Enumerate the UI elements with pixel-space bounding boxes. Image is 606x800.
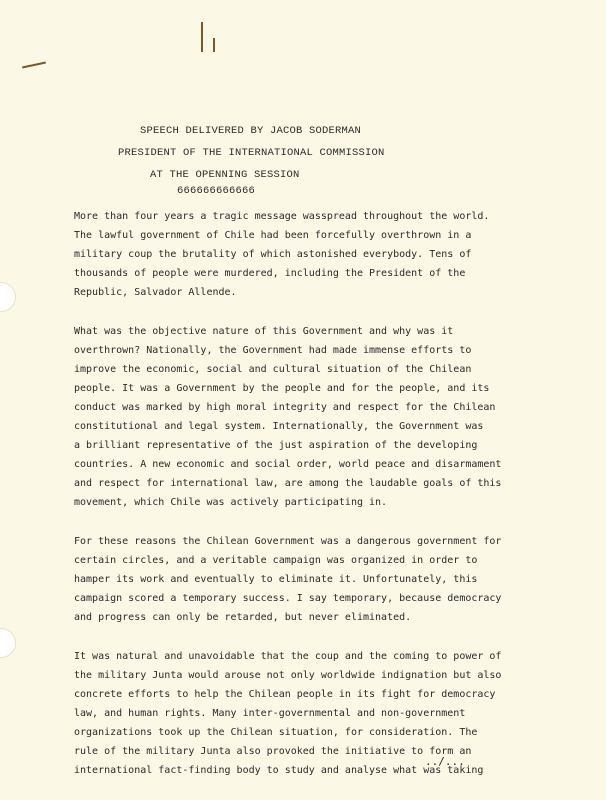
text-line: certain circles, and a veritable campaign was organized in order to: [74, 555, 478, 566]
heading-line: PRESIDENT OF THE INTERNATIONAL COMMISSION: [118, 147, 385, 159]
text-line: improve the economic, social and cultural situation of the Chilean: [74, 364, 472, 375]
text-line: international fact-finding body to study and analyse what was taking: [74, 765, 484, 776]
text-line: people. It was a Government by the people and for the people, and its: [74, 383, 490, 394]
text-line: Republic, Salvador Allende.: [74, 287, 237, 298]
text-line: law, and human rights. Many inter-governmental and non-government: [74, 708, 466, 719]
heading-line: 666666666666: [177, 185, 256, 197]
binder-hole-top: [0, 282, 16, 312]
text-line: More than four years a tragic message wasspread throughout the world.: [74, 211, 490, 222]
text-line: hamper its work and eventually to eliminate it. Unfortunately, this: [74, 574, 478, 585]
text-line: the military Junta would arouse not only worldwide indignation but also: [74, 670, 502, 681]
pen-mark-1: [201, 22, 203, 52]
paragraph: [74, 322, 524, 512]
text-line: constitutional and legal system. Internationally, the Government was: [74, 421, 484, 432]
pen-mark-3: [22, 62, 46, 69]
pen-mark-2: [213, 38, 215, 52]
text-line: It was natural and unavoidable that the coup and the coming to power of: [74, 651, 502, 662]
binder-hole-bottom: [0, 628, 16, 658]
text-line: and progress can only be retarded, but never eliminated.: [74, 612, 412, 623]
paragraph: [74, 207, 524, 302]
text-line: thousands of people were murdered, including the President of the: [74, 268, 466, 279]
text-line: conduct was marked by high moral integrity and respect for the Chilean: [74, 402, 496, 413]
paragraph: [74, 532, 524, 627]
text-line: concrete efforts to help the Chilean people in its fight for democracy: [74, 689, 496, 700]
text-line: and respect for international law, are among the laudable goals of this: [74, 478, 502, 489]
text-line: movement, which Chile was actively participating in.: [74, 497, 388, 508]
text-line: The lawful government of Chile had been forcefully overthrown in a: [74, 230, 472, 241]
heading-line: SPEECH DELIVERED BY JACOB SODERMAN: [140, 125, 362, 137]
heading-line: AT THE OPENNING SESSION: [150, 169, 300, 181]
text-line: overthrown? Nationally, the Government had made immense efforts to: [74, 345, 472, 356]
text-line: organizations took up the Chilean situation, for consideration. The: [74, 727, 478, 738]
text-line: What was the objective nature of this Government and why was it: [74, 326, 454, 337]
text-line: For these reasons the Chilean Government was a dangerous government for: [74, 536, 502, 547]
speech-heading: [110, 120, 510, 202]
continuation-marker: ../...: [425, 755, 465, 768]
speech-body: [74, 207, 524, 800]
text-line: military coup the brutality of which astonished everybody. Tens of: [74, 249, 472, 260]
text-line: campaign scored a temporary success. I say temporary, because democracy: [74, 593, 502, 604]
text-line: rule of the military Junta also provoked the initiative to form an: [74, 746, 472, 757]
text-line: a brilliant representative of the just aspiration of the developing: [74, 440, 478, 451]
text-line: countries. A new economic and social order, world peace and disarmament: [74, 459, 502, 470]
